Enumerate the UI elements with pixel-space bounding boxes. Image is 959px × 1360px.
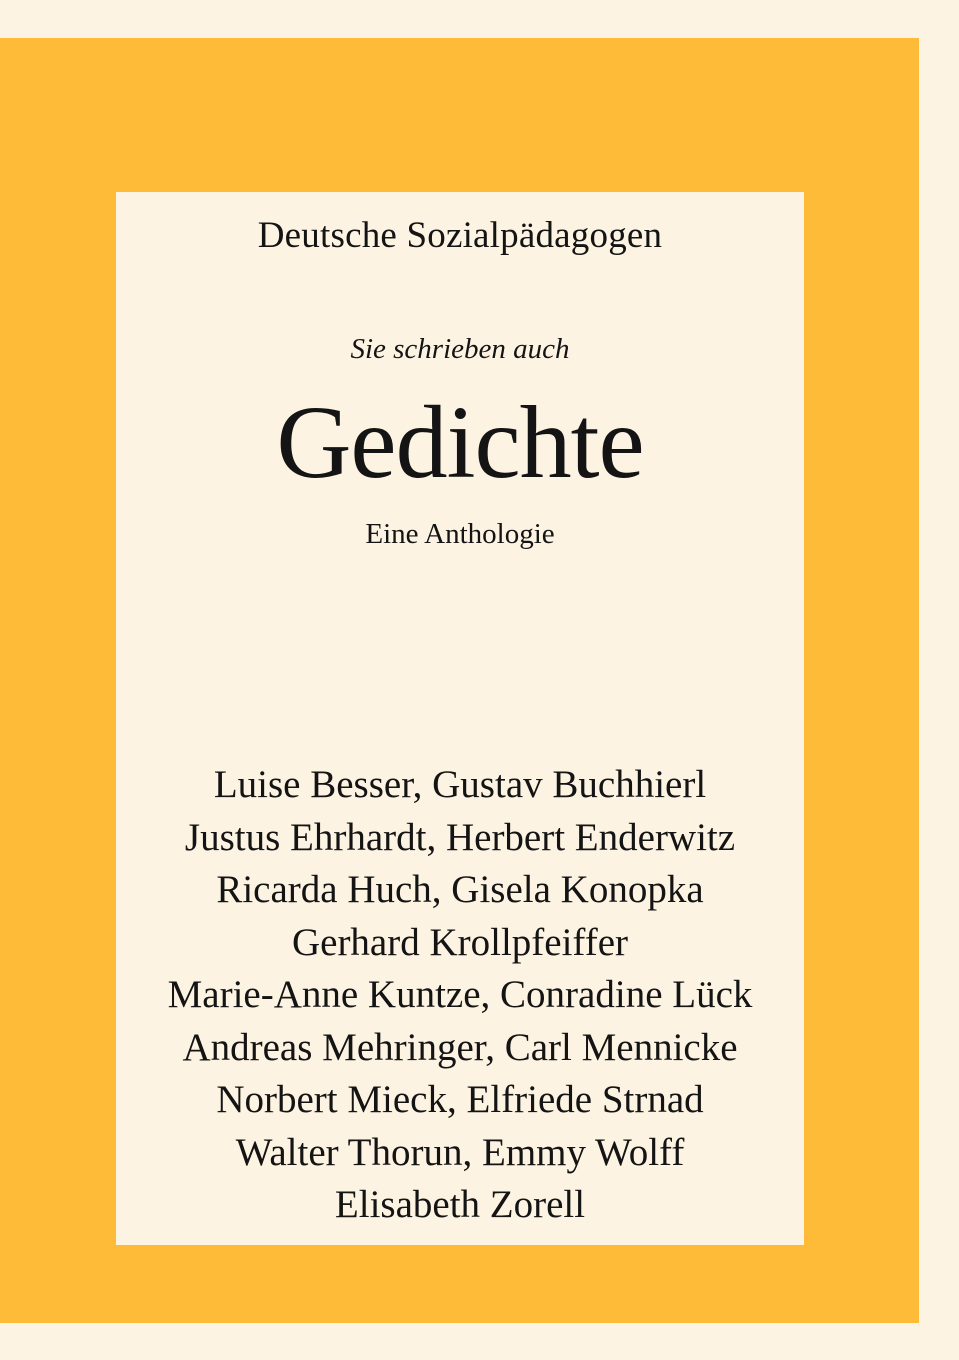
series-title: Deutsche Sozialpädagogen <box>257 215 663 256</box>
author-line: Walter Thorun, Emmy Wolff <box>235 1130 685 1174</box>
author-list <box>116 759 804 1232</box>
author-line: Marie-Anne Kuntze, Conradine Lück <box>167 973 753 1016</box>
author-line: Elisabeth Zorell <box>334 1183 586 1226</box>
author-line: Andreas Mehringer, Carl Mennicke <box>182 1025 738 1069</box>
tagline: Sie schrieben auch <box>350 333 570 365</box>
author-line: Luise Besser, Gustav Buchhierl <box>213 763 707 806</box>
cover-panel <box>116 192 804 1245</box>
cover-frame <box>0 38 919 1323</box>
book-title: Gedichte <box>276 385 644 500</box>
book-subtitle: Eine Anthologie <box>365 518 555 550</box>
author-line: Norbert Mieck, Elfriede Strnad <box>216 1078 704 1121</box>
author-line: Justus Ehrhardt, Herbert Enderwitz <box>184 815 736 859</box>
author-line: Ricarda Huch, Gisela Konopka <box>216 868 704 911</box>
author-line: Gerhard Krollpfeiffer <box>291 920 629 964</box>
